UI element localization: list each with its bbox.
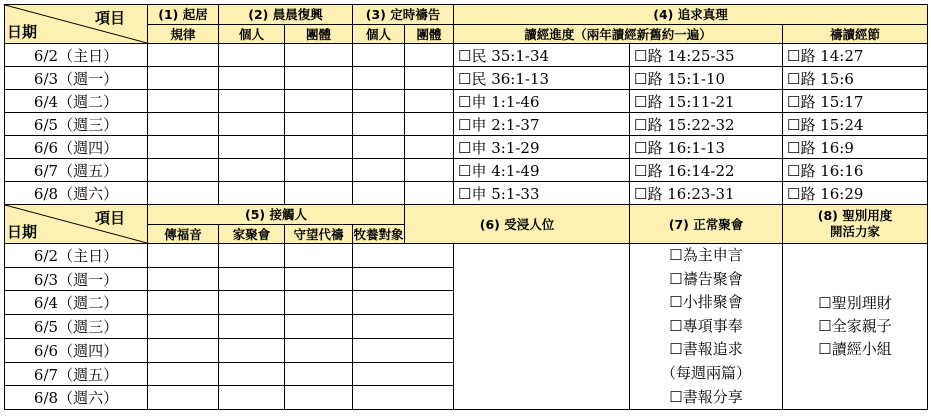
prayer-personal-check[interactable] [353,67,405,90]
rise-check[interactable] [148,136,219,159]
prayer-personal-check[interactable] [353,44,405,67]
intercession-check[interactable] [285,338,353,362]
shepherding-check[interactable] [353,244,454,268]
nt-reading-checkbox[interactable]: ☐路 16:14-22 [630,159,783,182]
corner-date-label: 日期 [7,23,38,41]
corner-date-label: 日期 [7,223,38,241]
home-meeting-check[interactable] [219,267,285,291]
intercession-check[interactable] [285,291,353,315]
schedule-table [4,4,928,410]
table-row [5,136,928,159]
morning-personal-check[interactable] [219,90,285,113]
gospel-check[interactable] [148,338,219,362]
header-morning-revival: (2) 晨晨復興 [219,5,353,25]
rise-check[interactable] [148,90,219,113]
meeting-checkbox[interactable]: ☐小排聚會 [669,293,743,312]
bottom-corner-cell [5,205,148,244]
header-rise: (1) 起居 [148,5,219,25]
ot-reading-checkbox[interactable]: ☐申 2:1-37 [454,113,630,136]
meeting-checkbox[interactable]: ☐書報分享 [669,387,743,406]
ot-reading-checkbox[interactable]: ☐民 36:1-13 [454,67,630,90]
prayer-group-check[interactable] [405,67,454,90]
nt-reading-checkbox[interactable]: ☐路 14:25-35 [630,44,783,67]
prayer-group-check[interactable] [405,136,454,159]
prayer-personal-check[interactable] [353,182,405,205]
gospel-check[interactable] [148,244,219,268]
gospel-check[interactable] [148,386,219,410]
nt-reading-checkbox[interactable]: ☐路 16:23-31 [630,182,783,205]
date-cell: 6/5（週三） [5,113,148,136]
gospel-check[interactable] [148,291,219,315]
corner-item-label: 項目 [94,9,125,27]
verse-checkbox[interactable]: ☐路 16:9 [783,136,928,159]
home-meeting-check[interactable] [219,386,285,410]
holy-use-checkbox[interactable]: ☐讀經小組 [818,340,892,359]
gospel-check[interactable] [148,267,219,291]
rise-check[interactable] [148,113,219,136]
shepherding-check[interactable] [353,338,454,362]
shepherding-check[interactable] [353,267,454,291]
table-row [5,159,928,182]
header-holy-use [783,205,928,244]
date-cell: 6/6（週四） [5,338,148,362]
ot-reading-checkbox[interactable]: ☐申 4:1-49 [454,159,630,182]
prayer-personal-check[interactable] [353,159,405,182]
home-meeting-check[interactable] [219,291,285,315]
verse-checkbox[interactable]: ☐路 16:16 [783,159,928,182]
date-cell: 6/6（週四） [5,136,148,159]
holy-use-checkbox[interactable]: ☐全家親子 [818,317,892,336]
morning-group-check[interactable] [285,136,353,159]
gospel-check[interactable] [148,315,219,339]
intercession-check[interactable] [285,244,353,268]
home-meeting-check[interactable] [219,362,285,386]
meeting-checkbox[interactable]: ☐書報追求 [669,340,743,359]
nt-reading-checkbox[interactable]: ☐路 15:22-32 [630,113,783,136]
ot-reading-checkbox[interactable]: ☐申 1:1-46 [454,90,630,113]
date-cell: 6/4（週二） [5,90,148,113]
nt-reading-checkbox[interactable]: ☐路 15:1-10 [630,67,783,90]
prayer-personal-check[interactable] [353,90,405,113]
ot-reading-checkbox[interactable]: ☐申 3:1-29 [454,136,630,159]
header-morning-personal: 個人 [219,24,285,44]
rise-check[interactable] [148,67,219,90]
prayer-personal-check[interactable] [353,113,405,136]
prayer-group-check[interactable] [405,90,454,113]
home-meeting-check[interactable] [219,315,285,339]
morning-personal-check[interactable] [219,159,285,182]
header-contact-gospel: 傳福音 [148,224,219,244]
header-rise-sub: 規律 [148,24,219,44]
morning-group-check[interactable] [285,159,353,182]
nt-reading-checkbox[interactable]: ☐路 16:1-13 [630,136,783,159]
table-row [5,67,928,90]
date-cell: 6/7（週五） [5,362,148,386]
header-prayer: (3) 定時禱告 [353,5,454,25]
prayer-group-check[interactable] [405,44,454,67]
morning-group-check[interactable] [285,90,353,113]
verse-checkbox[interactable]: ☐路 16:29 [783,182,928,205]
header-pray-read-verse: 禱讀經節 [783,24,928,44]
morning-personal-check[interactable] [219,182,285,205]
header-contact-intercession: 守望代禱 [285,224,353,244]
date-cell: 6/8（週六） [5,182,148,205]
header-contact-home-meeting: 家聚會 [219,224,285,244]
normal-meeting-list [630,244,783,410]
morning-group-check[interactable] [285,44,353,67]
nt-reading-checkbox[interactable]: ☐路 15:11-21 [630,90,783,113]
prayer-personal-check[interactable] [353,136,405,159]
shepherding-check[interactable] [353,386,454,410]
holy-use-checkbox[interactable]: ☐聖別理財 [818,294,892,313]
meeting-checkbox[interactable]: ☐為主申言 [669,246,743,264]
verse-checkbox[interactable]: ☐路 15:24 [783,113,928,136]
shepherding-check[interactable] [353,362,454,386]
table-row [5,182,928,205]
home-meeting-check[interactable] [219,338,285,362]
morning-personal-check[interactable] [219,44,285,67]
date-cell: 6/4（週二） [5,291,148,315]
date-cell: 6/5（週三） [5,315,148,339]
morning-group-check[interactable] [285,67,353,90]
meeting-note: （每週兩篇） [660,363,751,382]
morning-personal-check[interactable] [219,113,285,136]
morning-group-check[interactable] [285,113,353,136]
intercession-check[interactable] [285,386,353,410]
header-prayer-group: 團體 [405,24,454,44]
table-row [5,90,928,113]
verse-checkbox[interactable]: ☐路 14:27 [783,44,928,67]
header-prayer-personal: 個人 [353,24,405,44]
weekly-schedule-sheet [4,4,928,410]
date-cell: 6/3（週一） [5,267,148,291]
date-cell: 6/3（週一） [5,67,148,90]
header-morning-group: 團體 [285,24,353,44]
gospel-check[interactable] [148,362,219,386]
header-truth: (4) 追求真理 [454,5,928,25]
rise-check[interactable] [148,159,219,182]
ot-reading-checkbox[interactable]: ☐民 35:1-34 [454,44,630,67]
meeting-checkbox[interactable]: ☐禱告聚會 [669,269,743,288]
meeting-checkbox[interactable]: ☐專項事奉 [669,316,743,335]
morning-personal-check[interactable] [219,67,285,90]
date-cell: 6/7（週五） [5,159,148,182]
header-normal-meeting: (7) 正常聚會 [630,205,783,244]
verse-checkbox[interactable]: ☐路 15:17 [783,90,928,113]
header-reading-progress: 讀經進度（兩年讀經新舊約一遍） [454,24,783,44]
shepherding-check[interactable] [353,291,454,315]
table-row [5,44,928,67]
home-meeting-check[interactable] [219,244,285,268]
prayer-group-check[interactable] [405,113,454,136]
table-row [5,113,928,136]
rise-check[interactable] [148,182,219,205]
header-holy-use-line2: 開活力家 [829,224,880,239]
table-row [5,244,928,268]
verse-checkbox[interactable]: ☐路 15:6 [783,67,928,90]
top-corner-cell [5,5,148,44]
shepherding-check[interactable] [353,315,454,339]
date-cell: 6/2（主日） [5,244,148,268]
intercession-check[interactable] [285,315,353,339]
corner-item-label: 項目 [94,209,125,227]
header-contact: (5) 接觸人 [148,205,405,225]
header-contact-shepherding: 牧養對象 [353,224,405,244]
date-cell: 6/8（週六） [5,386,148,410]
morning-personal-check[interactable] [219,136,285,159]
header-baptism: (6) 受浸人位 [405,205,630,244]
baptism-cell[interactable] [454,244,630,410]
intercession-check[interactable] [285,362,353,386]
date-cell: 6/2（主日） [5,44,148,67]
rise-check[interactable] [148,44,219,67]
intercession-check[interactable] [285,267,353,291]
prayer-group-check[interactable] [405,159,454,182]
ot-reading-checkbox[interactable]: ☐申 5:1-33 [454,182,630,205]
morning-group-check[interactable] [285,182,353,205]
holy-use-list [783,244,928,410]
prayer-group-check[interactable] [405,182,454,205]
header-holy-use-line1: (8) 聖別用度 [817,208,893,223]
